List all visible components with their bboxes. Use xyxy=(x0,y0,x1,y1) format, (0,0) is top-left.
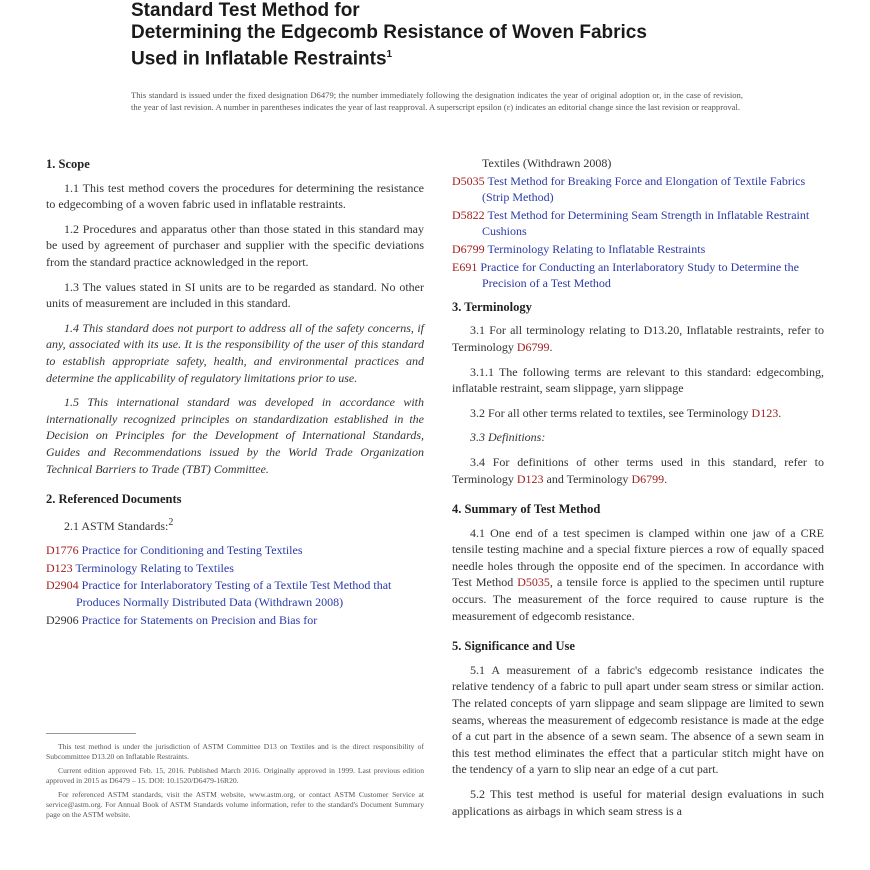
section-4-heading: 4. Summary of Test Method xyxy=(452,502,601,517)
section-3-4-mid: and Terminology xyxy=(543,471,632,486)
section-3-4 xyxy=(452,454,824,487)
ref-link-d123[interactable]: D123 xyxy=(751,405,779,420)
section-3-1-1: 3.1.1 The following terms are relevant to this standard: edgecombing, inflatable restraint, seam slippage, yarn slippage xyxy=(452,364,824,396)
ref-item-d123[interactable] xyxy=(46,560,424,577)
section-1-3: 1.3 The values stated in SI units are to be regarded as standard. No other units of measurement are included in this standard. xyxy=(46,279,424,311)
section-3-4-end: . xyxy=(664,471,668,486)
section-4-1 xyxy=(452,525,824,625)
section-5-1: 5.1 A measurement of a fabric's edgecomb resistance indicates the relative tendency of a fabric to pull apart under seam stress or similar action. The related concepts of yarn slippage and seam slippage are limited to sewn seams, whereas the measurement of edgecomb resistance is made at the edge of a cut part in the absence of a sewn seam. The absence of a sewn seam in this test method eliminates the effect that a particular stitch might have on the tendency of a yarn to slip near an edge of a cut part. xyxy=(452,662,824,777)
ref-code: D2906 xyxy=(46,612,79,627)
left-column xyxy=(46,156,424,629)
section-3-1-end: . xyxy=(549,339,553,354)
section-1-2: 1.2 Procedures and apparatus other than those stated in this standard may be used by agreement of purchaser and supplier with the specific deviations from the standard practice acknowledged in the report. xyxy=(46,221,424,269)
ref-link-d6799[interactable]: D6799 xyxy=(516,339,550,354)
section-4-1-end: , a tensile force is applied to the specimen until rupture occurs. The measurement of the force required to cause rupture is the measurement of edgecomb resistance. xyxy=(452,575,824,623)
section-3-2-end: . xyxy=(778,405,782,420)
ref-code[interactable]: D5035 xyxy=(452,173,485,188)
footnote-rule xyxy=(46,733,136,734)
ref-item-d2904[interactable] xyxy=(46,577,424,610)
footnote-2: Current edition approved Feb. 15, 2016. Published March 2016. Originally approved in 1999. Last previous edition approved in 2015 as D6479 – 15. DOI: 10.1520/D6479-16R20. xyxy=(46,766,424,785)
section-3-3: 3.3 Definitions: xyxy=(470,430,546,445)
title-line-3 xyxy=(131,44,771,70)
ref-code[interactable]: D6799 xyxy=(452,241,485,256)
section-1-5: 1.5 This international standard was developed in accordance with internationally recognized principles on standardization established in the Decision on Principles for the Development of International Standards, Guides and Recommendations issued by the World Trade Organization Technical Barriers to Trade (TBT) Committee. xyxy=(46,395,424,476)
section-3-2-text: 3.2 For all other terms related to textiles, see Terminology xyxy=(470,405,752,420)
ref-title-link[interactable]: Terminology Relating to Inflatable Restraints xyxy=(487,241,706,256)
ref-code[interactable]: D5822 xyxy=(452,207,485,222)
ref-link-d123[interactable]: D123 xyxy=(516,471,544,486)
ref-code[interactable]: D123 xyxy=(46,560,73,575)
section-3-1-text: 3.1 For all terminology relating to D13.20, Inflatable restraints, refer to Terminology xyxy=(452,323,824,354)
section-1-heading: 1. Scope xyxy=(46,157,90,171)
ref-title-link[interactable]: Practice for Conducting an Interlaboratory Study to Determine the Precision of a Test Method xyxy=(480,259,799,291)
designation-note: This standard is issued under the fixed designation D6479; the number immediately following the designation indicates the year of original adoption or, in the case of revision, the year of last revision. A number in parentheses indicates the year of last reapproval. A superscript epsilon (ε) indicates an editorial change since the last revision or reapproval. xyxy=(131,90,743,112)
ref-link-d5035[interactable]: D5035 xyxy=(517,575,550,590)
footnotes xyxy=(46,742,424,824)
footnote-1: This test method is under the jurisdiction of ASTM Committee D13 on Textiles and is the direct responsibility of Subcommittee D13.20 on Inflatable Restraints. xyxy=(46,742,424,761)
ref-title-link[interactable]: Practice for Conditioning and Testing Textiles xyxy=(81,543,303,558)
section-1-1: 1.1 This test method covers the procedures for determining the resistance to edgecombing of a woven fabric used in inflatable restraints. xyxy=(46,180,424,212)
ref-item-e691[interactable] xyxy=(452,259,824,292)
ref-item-d5822[interactable] xyxy=(452,207,824,240)
ref-link-d6799[interactable]: D6799 xyxy=(631,471,665,486)
footnote-mark-2: 2 xyxy=(168,516,174,528)
section-5-heading: 5. Significance and Use xyxy=(452,639,575,654)
ref-code[interactable]: D1776 xyxy=(46,543,79,558)
title-line-1: Standard Test Method for xyxy=(131,0,360,21)
ref-item-d5035[interactable] xyxy=(452,173,824,206)
ref-item-d1776[interactable] xyxy=(46,542,424,559)
section-5-2: 5.2 This test method is useful for material design evaluations in such applications as airbags in which seam stress is a xyxy=(452,787,824,818)
title-line-2: Determining the Edgecomb Resistance of Woven Fabrics xyxy=(131,22,647,43)
document-title xyxy=(131,0,771,70)
footnote-3: For referenced ASTM standards, visit the ASTM website, www.astm.org, or contact ASTM Customer Service at service@astm.org. For Annual Book of ASTM Standards volume information, refer to the standard's Document Summary page on the ASTM website. xyxy=(46,790,424,819)
section-3-4-text: 3.4 For definitions of other terms used in this standard, refer to Terminology xyxy=(452,454,824,486)
ref-item-d2906-continued: Textiles (Withdrawn 2008) xyxy=(482,156,612,170)
title-footnote-mark: 1 xyxy=(386,49,393,60)
ref-title-link[interactable]: Test Method for Breaking Force and Elongation of Textile Fabrics (Strip Method) xyxy=(482,173,806,205)
section-3-2 xyxy=(452,405,824,422)
section-2-1-text: 2.1 ASTM Standards: xyxy=(64,518,169,533)
ref-code[interactable]: D2904 xyxy=(46,578,79,593)
section-4-1-text: 4.1 One end of a test specimen is clamped within one jaw of a CRE tensile testing machine and a special fixture pierces a row of equally spaced needle holes through the opposite end of the specimen. In accordance with Test Method xyxy=(452,525,824,590)
ref-title-link[interactable]: Terminology Relating to Textiles xyxy=(75,560,234,575)
section-2-1 xyxy=(46,515,424,535)
section-1-4: 1.4 This standard does not purport to address all of the safety concerns, if any, associated with its use. It is the responsibility of the user of this standard to establish appropriate safety, health, and environmental practices and determine the applicability of regulatory limitations prior to use. xyxy=(46,320,424,385)
right-column xyxy=(452,155,824,827)
section-2-heading: 2. Referenced Documents xyxy=(46,492,182,507)
section-3-heading: 3. Terminology xyxy=(452,299,532,314)
ref-title-link[interactable]: Test Method for Determining Seam Strength in Inflatable Restraint Cushions xyxy=(482,207,810,239)
ref-title-link[interactable]: Practice for Statements on Precision and Bias for xyxy=(81,612,318,627)
ref-item-d2906[interactable] xyxy=(46,612,424,629)
ref-item-d6799[interactable] xyxy=(452,241,824,258)
ref-title-link[interactable]: Practice for Interlaboratory Testing of a Textile Test Method that Produces Normally Distributed Data (Withdrawn 2008) xyxy=(76,578,392,610)
section-3-1 xyxy=(452,322,824,355)
ref-code[interactable]: E691 xyxy=(452,259,478,274)
title-line-3-text: Used in Inflatable Restraints xyxy=(131,48,387,70)
